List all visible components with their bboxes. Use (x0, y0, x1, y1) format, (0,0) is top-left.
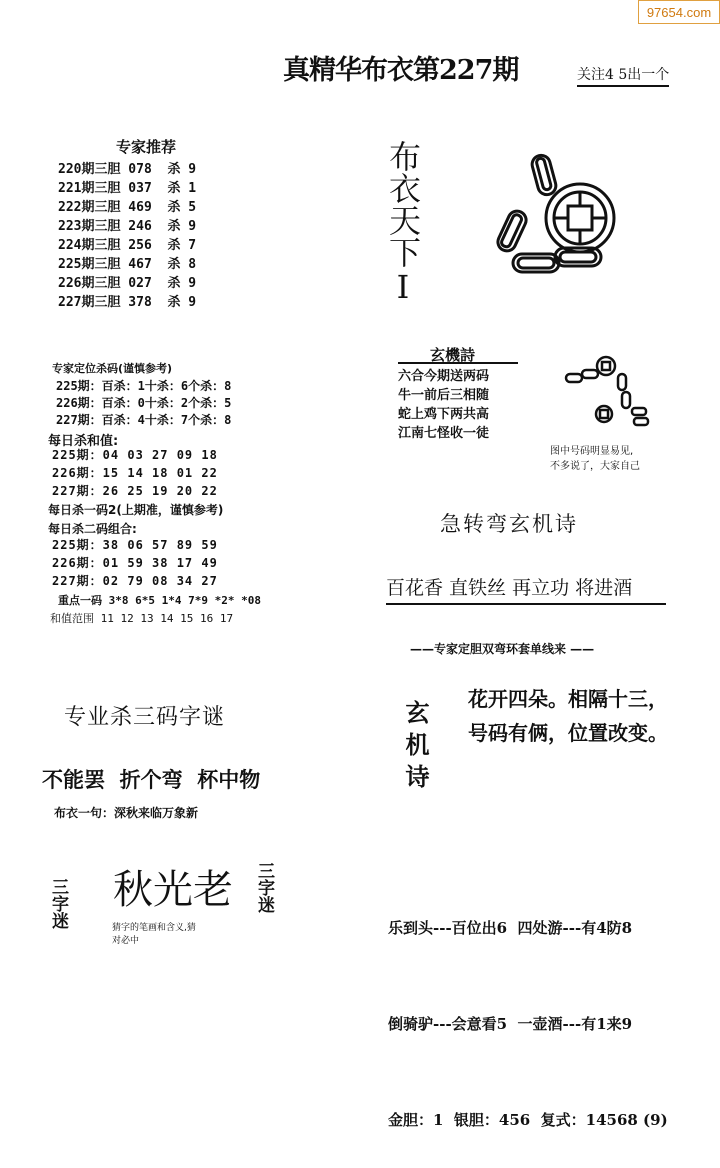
riddle-main: 秋光老 (113, 867, 233, 913)
expert-row: 227期三胆 378 杀 9 (58, 295, 197, 310)
kill3-saying: 布衣一句：深秋来临万象新 (54, 806, 199, 820)
expert-row: 222期三胆 469 杀 5 (58, 200, 197, 215)
daily-two-row: 226期：01 59 38 17 49 (52, 556, 218, 570)
bottom-block (388, 848, 668, 1168)
expert-row: 221期三胆 037 杀 1 (58, 181, 197, 196)
expert-row: 225期三胆 467 杀 8 (58, 257, 197, 272)
page-title: 真精华布衣第227期 (283, 55, 519, 86)
expert-row: 224期三胆 256 杀 7 (58, 238, 197, 253)
poem-line: 牛一前后三相随 (398, 388, 490, 403)
daily-sum-row: 227期：26 25 19 20 22 (52, 484, 218, 498)
poem-line: 六合今期送两码 (398, 369, 490, 384)
expert-row: 223期三胆 246 杀 9 (58, 219, 197, 234)
poem-caption-line: 不多说了，大家自己 (550, 461, 640, 472)
poem-line: 蛇上鸡下两共高 (398, 407, 490, 422)
coin-chain-illustration (485, 150, 625, 285)
expert-line: ——专家定胆双弯环套单线来 —— (410, 642, 595, 656)
bottom-row: 金胆：1 银胆：456 复式：14568 (9) (388, 1111, 668, 1129)
riddle-side-right: 三字迷 (254, 862, 274, 913)
xuanji-line: 号码有俩，位置改变。 (468, 721, 668, 745)
expert-row: 220期三胆 078 杀 9 (58, 162, 197, 177)
chain-illustration (560, 352, 660, 432)
daily-two-row: 227期：02 79 08 34 27 (52, 574, 218, 588)
daily-one-heading: 每日杀一码2(上期准，谨慎参考) (48, 503, 224, 517)
riddle-side-left: 三字迷 (48, 878, 68, 929)
poem-caption-line: 图中号码明显易见, (550, 446, 634, 457)
poem-rule (398, 362, 518, 364)
sharp-turn-line: 百花香 直铁丝 再立功 将进酒 (386, 577, 633, 599)
kill3-heading: 专业杀三码字谜 (64, 705, 226, 730)
riddle-note-line: 猜字的笔画和含义,猜 (112, 923, 196, 933)
riddle-note (112, 922, 196, 948)
daily-two-row: 225期：38 06 57 89 59 (52, 538, 218, 552)
position-kill-heading: 专家定位杀码(谨慎参考) (52, 362, 173, 375)
daily-sum-row: 226期：15 14 18 01 22 (52, 466, 218, 480)
bottom-row: 倒骑驴---会意看5 一壶酒---有1来9 (388, 1015, 633, 1033)
site-watermark: 97654.com (638, 0, 720, 24)
expert-row: 226期三胆 027 杀 9 (58, 276, 197, 291)
buyi-title: 布衣天下I (384, 140, 422, 306)
position-kill-list (56, 378, 231, 429)
expert-list (58, 160, 196, 312)
sharp-turn-rule (386, 603, 666, 605)
sum-range: 和值范围 11 12 13 14 15 16 17 (50, 612, 234, 625)
daily-sum-row: 225期：04 03 27 09 18 (52, 448, 218, 462)
xuanji-line: 花开四朵。相隔十三， (468, 687, 668, 711)
daily-sum-list (52, 446, 218, 500)
daily-two-heading: 每日杀二码组合: (48, 522, 137, 536)
position-kill-row: 225期：百杀：1十杀：6个杀：8 (56, 379, 232, 393)
position-kill-row: 226期：百杀：0十杀：2个杀：5 (56, 396, 232, 410)
daily-two-list (52, 536, 218, 590)
position-kill-row: 227期：百杀：4十杀：7个杀：8 (56, 413, 232, 427)
focus-code: 重点一码 3*8 6*5 1*4 7*9 *2* *08 (58, 594, 261, 607)
poem-caption (550, 444, 640, 474)
kill3-words: 不能罢 折个弯 杯中物 (42, 768, 261, 792)
follow-note: 关注4 5出一个 (577, 64, 669, 87)
riddle-note-line: 对必中 (112, 936, 140, 946)
poem-heading: 玄機詩 (430, 346, 476, 364)
poem-lines (398, 367, 489, 443)
poem-line: 江南七怪收一徒 (398, 426, 490, 441)
bottom-row: 乐到头---百位出6 四处游---有4防8 (388, 919, 633, 937)
xuanji-label: 玄机诗 (401, 700, 430, 796)
daily-sum-heading: 每日杀和值: (48, 434, 119, 449)
expert-heading: 专家推荐 (116, 138, 177, 156)
sharp-turn-heading: 急转弯玄机诗 (440, 512, 578, 536)
xuanji-text (468, 682, 668, 750)
